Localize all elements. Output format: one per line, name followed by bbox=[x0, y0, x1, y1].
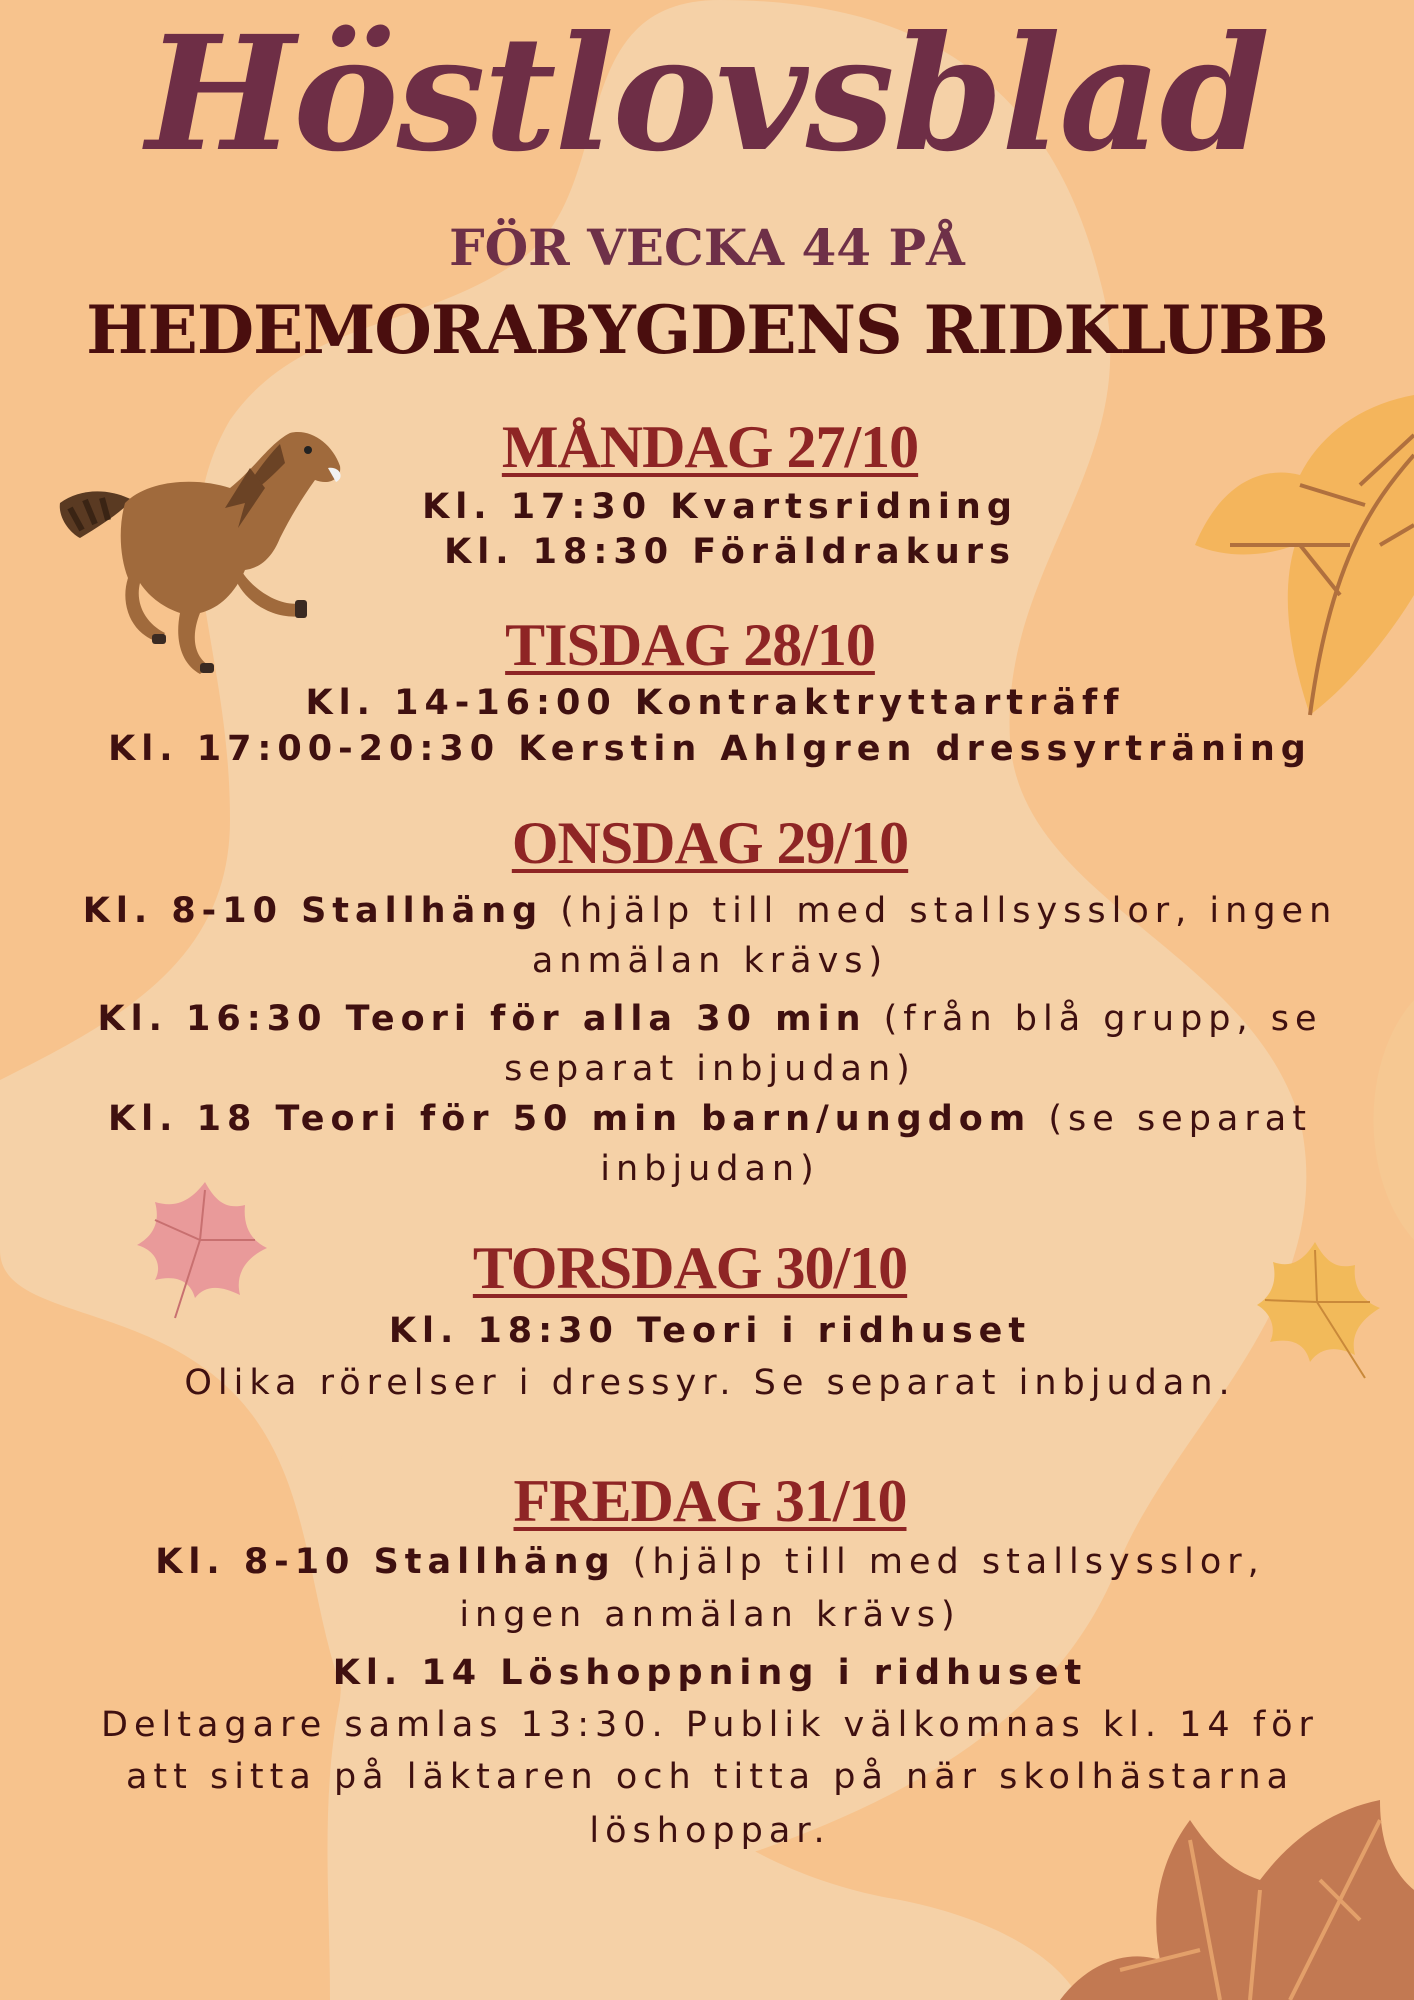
schedule-line: Kl. 8-10 Stallhäng (hjälp till med stallsysslor, bbox=[155, 1542, 1265, 1582]
schedule-line: Kl. 14-16:00 Kontraktryttarträff bbox=[305, 683, 1125, 723]
schedule-line: Olika rörelser i dressyr. Se separat inbjudan. bbox=[184, 1363, 1236, 1403]
schedule-line: Kl. 14 Löshoppning i ridhuset bbox=[332, 1653, 1088, 1693]
flyer-title: Höstlovsblad bbox=[145, 2, 1269, 187]
flyer-subtitle: FÖR VECKA 44 PÅ bbox=[449, 218, 965, 277]
schedule-line: Kl. 18:30 Föräldrakurs bbox=[444, 532, 1016, 572]
schedule-line: Kl. 16:30 Teori för alla 30 min (från blå grupp, se bbox=[97, 999, 1323, 1039]
schedule-line: Kl. 18 Teori för 50 min barn/ungdom (se separat bbox=[108, 1099, 1312, 1139]
schedule-line: löshoppar. bbox=[589, 1811, 831, 1851]
schedule-line: Deltagare samlas 13:30. Publik välkomnas kl. 14 för bbox=[101, 1705, 1319, 1745]
day-heading-wednesday: ONSDAG 29/10 bbox=[511, 810, 909, 876]
schedule-line: Kl. 8-10 Stallhäng (hjälp till med stallsysslor, ingen bbox=[82, 891, 1338, 931]
schedule-line: Kl. 17:30 Kvartsridning bbox=[422, 487, 1018, 527]
schedule-line: Kl. 18:30 Teori i ridhuset bbox=[388, 1311, 1032, 1351]
schedule-line: ingen anmälan krävs) bbox=[459, 1595, 961, 1635]
club-name: HEDEMORABYGDENS RIDKLUBB bbox=[86, 291, 1328, 369]
day-heading-thursday: TORSDAG 30/10 bbox=[472, 1235, 908, 1301]
day-heading-friday: FREDAG 31/10 bbox=[513, 1468, 907, 1534]
day-heading-tuesday: TISDAG 28/10 bbox=[505, 612, 875, 678]
schedule-line: Kl. 17:00-20:30 Kerstin Ahlgren dressyrträning bbox=[108, 729, 1312, 769]
schedule-line: att sitta på läktaren och titta på när skolhästarna bbox=[125, 1757, 1295, 1797]
schedule-line: separat inbjudan) bbox=[504, 1049, 916, 1089]
schedule-line: anmälan krävs) bbox=[531, 941, 889, 981]
schedule-line: inbjudan) bbox=[600, 1149, 820, 1189]
day-heading-monday: MÅNDAG 27/10 bbox=[501, 414, 919, 480]
